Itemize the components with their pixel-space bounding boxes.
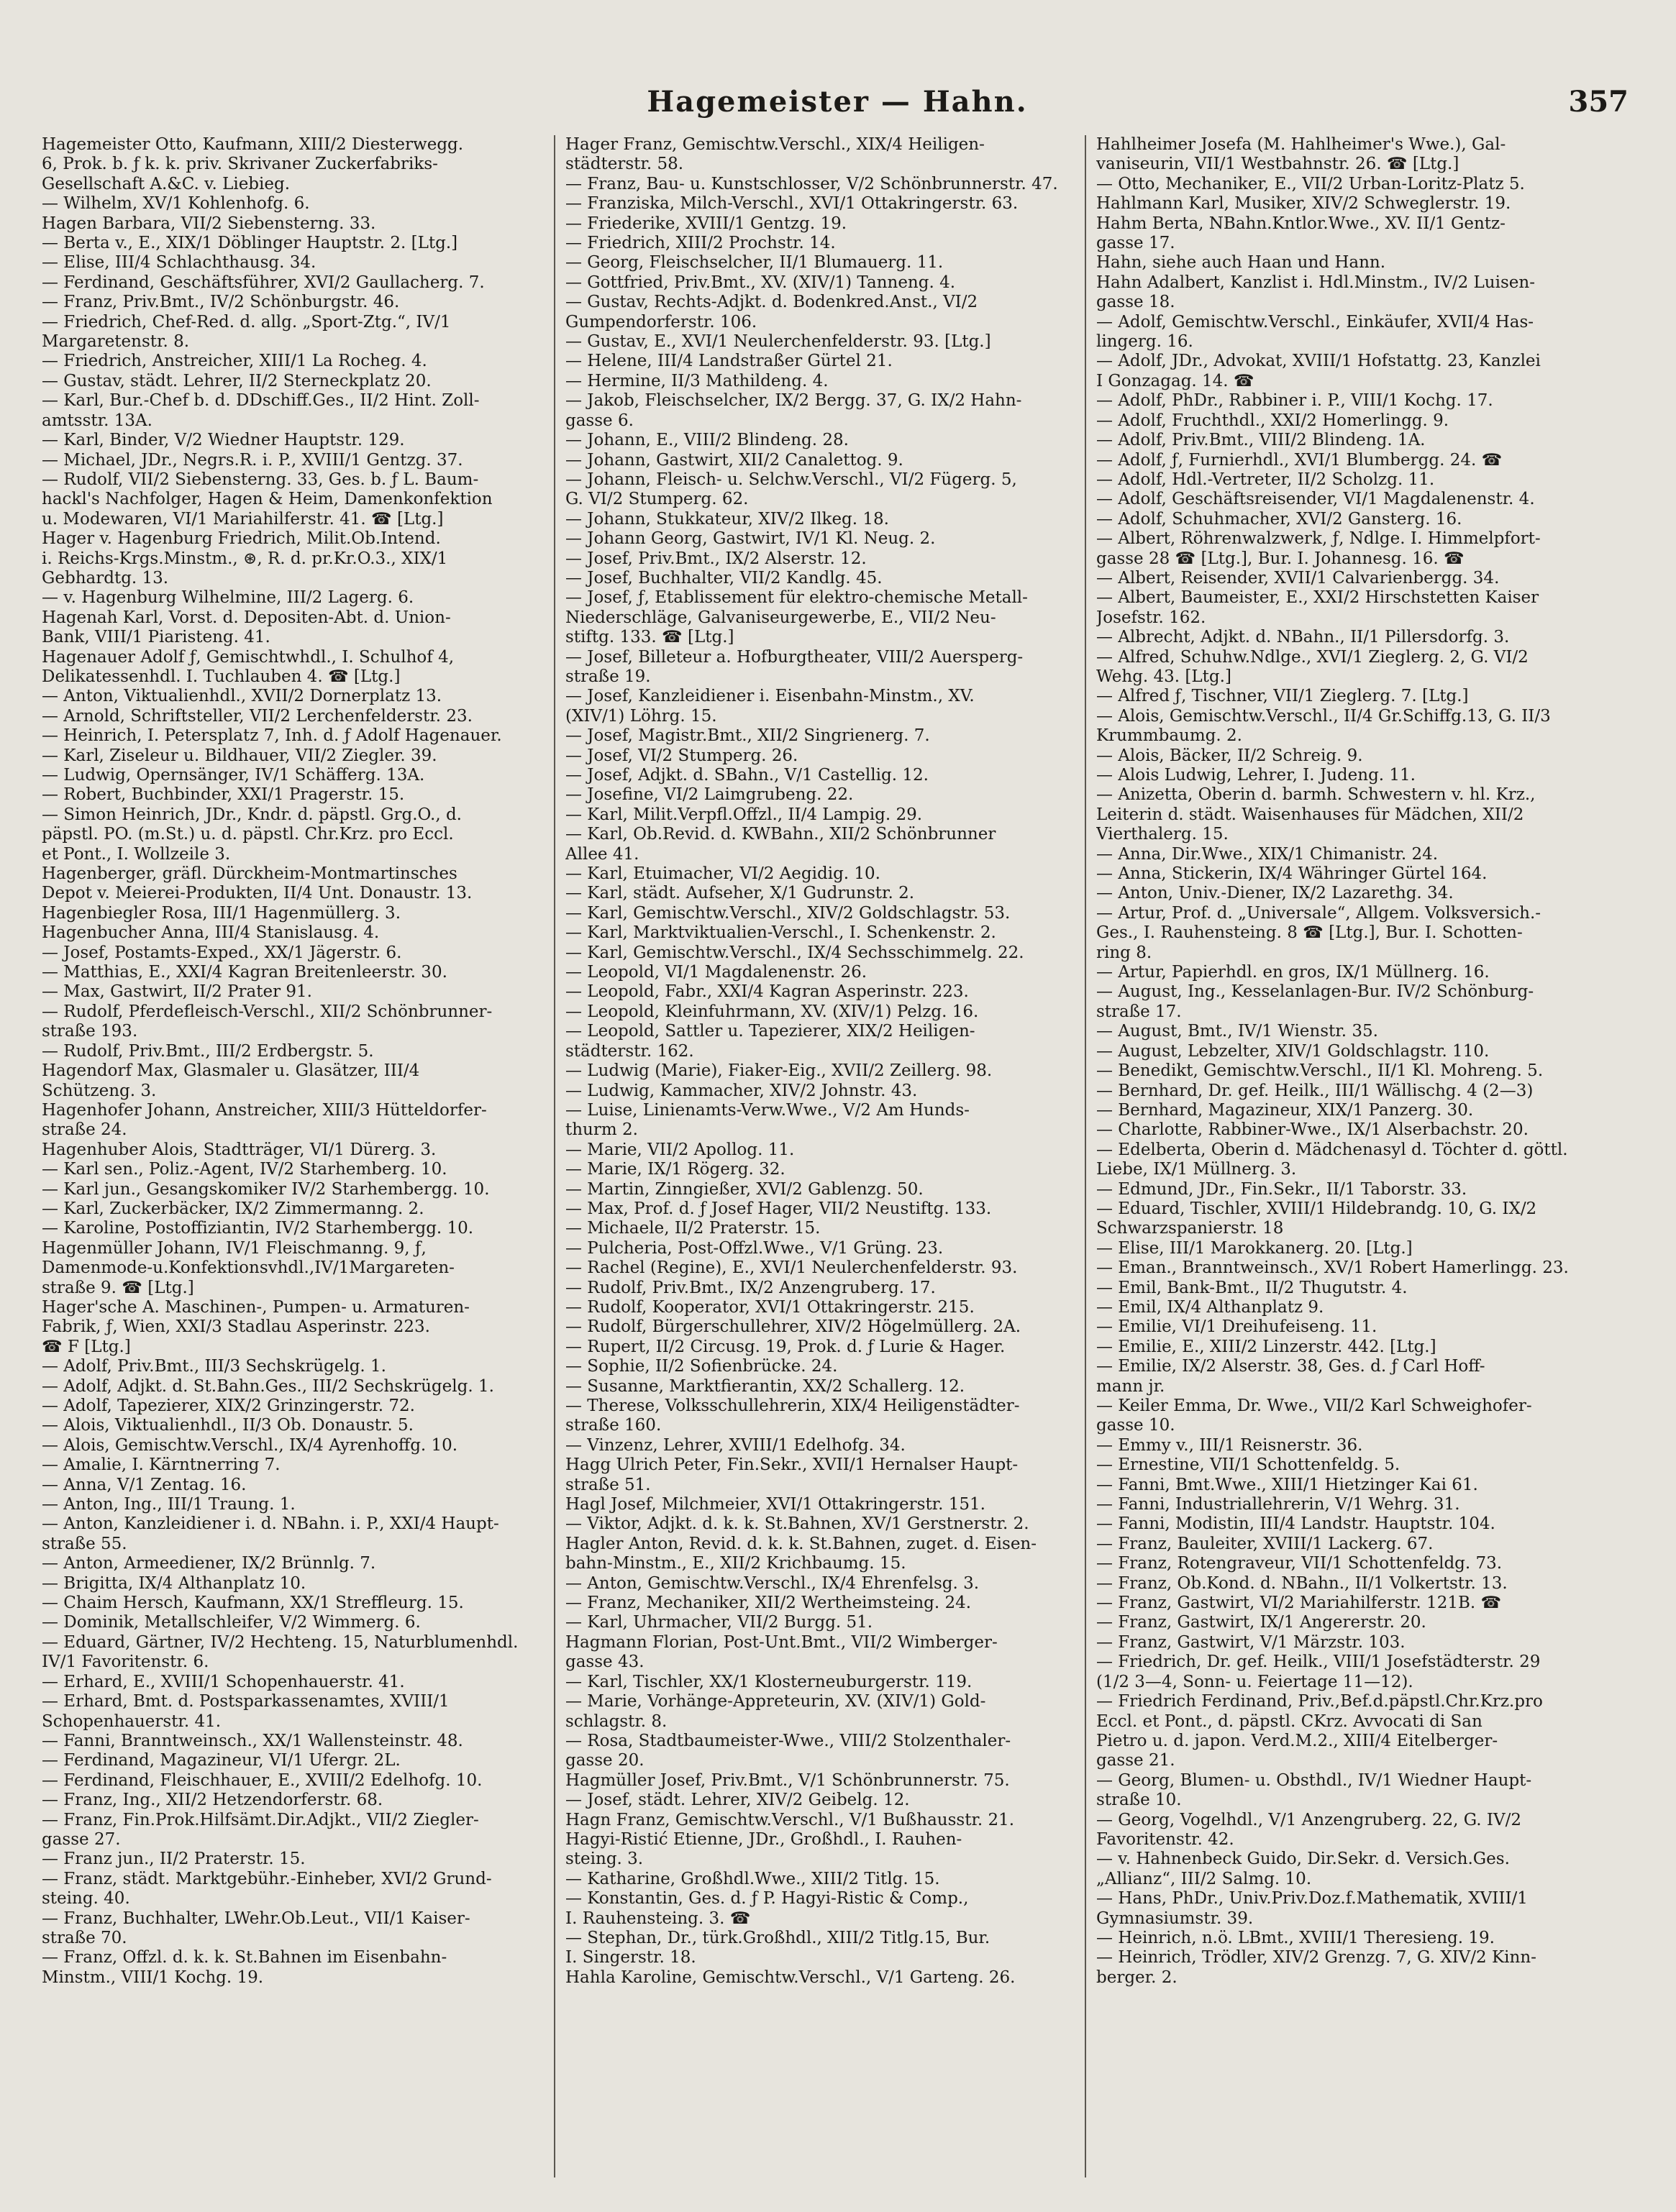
directory-entry: päpstl. PO. (m.St.) u. d. päpstl. Chr.Krz. pro Eccl. [42,825,454,844]
directory-entry: Hagyi-Ristić Etienne, JDr., Großhdl., I. Rauhen- [565,1829,962,1849]
directory-entry: stiftg. 133. ☎ [Ltg.] [565,628,734,647]
directory-entry: — Alfred ƒ, Tischner, VII/1 Zieglerg. 7. [Ltg.] [1096,687,1469,706]
directory-entry: — Artur, Prof. d. „Universale“, Allgem. Volksversich.- [1096,903,1541,923]
directory-entry: — Alois, Viktualienhdl., II/3 Ob. Donaustr. 5. [42,1416,414,1435]
directory-entry: — August, Ing., Kesselanlagen-Bur. IV/2 Schönburg- [1096,982,1534,1002]
column-divider [554,135,555,2177]
directory-entry: — Franz, Fin.Prok.Hilfsämt.Dir.Adjkt., VII/2 Ziegler- [42,1810,479,1829]
directory-entry: — Ferdinand, Geschäftsführer, XVI/2 Gaullacherg. 7. [42,273,485,292]
directory-entry: straße 193. [42,1022,138,1041]
directory-entry: — Wilhelm, XV/1 Kohlenhofg. 6. [42,194,310,214]
directory-entry: — Leopold, Fabr., XXI/4 Kagran Asperinstr. 223. [565,982,969,1002]
directory-entry: steing. 40. [42,1889,130,1909]
directory-entry: — Karl, Etuimacher, VI/2 Aegidig. 10. [565,864,880,884]
directory-entry: — Adolf, PhDr., Rabbiner i. P., VIII/1 Kochg. 17. [1096,391,1493,411]
directory-entry: — Helene, III/4 Landstraßer Gürtel 21. [565,352,893,371]
directory-entry: — Johann, Stukkateur, XIV/2 Ilkeg. 18. [565,509,889,529]
directory-entry: — Fanni, Bmt.Wwe., XIII/1 Hietzinger Kai 61. [1096,1475,1478,1494]
directory-entry: Leiterin d. städt. Waisenhauses für Mädchen, XII/2 [1096,805,1524,824]
directory-page [42,85,1633,2185]
directory-entry: — Eduard, Tischler, XVIII/1 Hildebrandg. 10, G. IX/2 [1096,1199,1537,1218]
directory-entry: — Marie, VII/2 Apollog. 11. [565,1140,795,1159]
directory-entry: — Adolf, Priv.Bmt., III/3 Sechskrügelg. 1. [42,1357,386,1376]
directory-entry: Niederschläge, Galvaniseurgewerbe, E., VII/2 Neu- [565,608,996,627]
directory-entry: Hahn Adalbert, Kanzlist i. Hdl.Minstm., IV/2 Luisen- [1096,273,1535,292]
directory-entry: — Karl, Uhrmacher, VII/2 Burgg. 51. [565,1613,873,1632]
directory-entry: — Viktor, Adjkt. d. k. k. St.Bahnen, XV/1 Gerstnerstr. 2. [565,1514,1029,1534]
directory-entry: — Karl, Bur.-Chef b. d. DDschiff.Ges., II/2 Hint. Zoll- [42,391,480,411]
directory-entry: — Alfred, Schuhw.Ndlge., XVI/1 Zieglerg. 2, G. VI/2 [1096,647,1529,667]
directory-entry: — Franz, städt. Marktgebühr.-Einheber, XVI/2 Grund- [42,1869,492,1888]
directory-entry: — Josefine, VI/2 Laimgrubeng. 22. [565,785,854,805]
directory-entry: — Franz, Buchhalter, LWehr.Ob.Leut., VII/1 Kaiser- [42,1909,470,1928]
directory-entry: ring 8. [1096,943,1152,962]
directory-entry: — Karl, Binder, V/2 Wiedner Hauptstr. 129. [42,431,405,450]
directory-entry: — Franz, Ob.Kond. d. NBahn., II/1 Volkertstr. 13. [1096,1573,1508,1593]
directory-entry: — Albert, Reisender, XVII/1 Calvarienbergg. 34. [1096,568,1500,588]
directory-entry: straße 17. [1096,1002,1182,1021]
directory-entry: — Karl sen., Poliz.-Agent, IV/2 Starhemberg. 10. [42,1160,447,1179]
directory-entry: — Ferdinand, Fleischhauer, E., XVIII/2 Edelhofg. 10. [42,1770,483,1790]
directory-entry: lingerg. 16. [1096,332,1193,352]
directory-entry: — Karl, Gemischtw.Verschl., IX/4 Sechsschimmelg. 22. [565,943,1024,962]
column-right [1096,135,1633,2185]
directory-entry: — Albrecht, Adjkt. d. NBahn., II/1 Pillersdorfg. 3. [1096,628,1510,647]
directory-entry: — Friedrich Ferdinand, Priv.,Bef.d.päpstl.Chr.Krz.pro [1096,1692,1543,1711]
directory-entry: straße 55. [42,1534,127,1553]
directory-entry: Schützeng. 3. [42,1081,157,1100]
directory-entry: bahn-Minstm., E., XII/2 Krichbaumg. 15. [565,1554,906,1573]
directory-entry: Schopenhauerstr. 41. [42,1711,222,1731]
directory-entry: — Erhard, Bmt. d. Postsparkassenamtes, XVIII/1 [42,1692,450,1711]
directory-entry: G. VI/2 Stumperg. 62. [565,490,749,509]
directory-entry: — Adolf, ƒ, Furnierhdl., XVI/1 Blumbergg. 24. ☎ [1096,450,1503,470]
directory-entry: — Alois, Gemischtw.Verschl., II/4 Gr.Schiffg.13, G. II/3 [1096,706,1551,726]
directory-entry: — Robert, Buchbinder, XXI/1 Pragerstr. 15. [42,785,405,805]
directory-entry: straße 19. [565,667,651,686]
directory-entry: — Adolf, Gemischtw.Verschl., Einkäufer, XVII/4 Has- [1096,312,1534,332]
directory-entry: — Amalie, I. Kärntnerring 7. [42,1455,281,1475]
directory-entry: — Karl, Tischler, XX/1 Klosterneuburgerstr. 119. [565,1672,973,1691]
directory-entry: Hagenbucher Anna, III/4 Stanislausg. 4. [42,923,380,943]
directory-entry: — Jakob, Fleischselcher, IX/2 Bergg. 37, G. IX/2 Hahn- [565,391,1022,411]
directory-entry: — Gustav, städt. Lehrer, II/2 Sterneckplatz 20. [42,371,432,390]
directory-entry: — Leopold, Sattler u. Tapezierer, XIX/2 Heiligen- [565,1022,975,1041]
directory-entry: — Rupert, II/2 Circusg. 19, Prok. d. ƒ Lurie & Hager. [565,1337,1006,1356]
directory-entry: gasse 27. [42,1829,121,1849]
directory-entry: — Max, Gastwirt, II/2 Prater 91. [42,982,312,1002]
directory-entry: — Josef, ƒ, Etablissement für elektro-chemische Metall- [565,588,1028,608]
directory-entry: — Josef, städt. Lehrer, XIV/2 Geibelg. 12. [565,1791,910,1810]
directory-entry: — Elise, III/4 Schlachthausg. 34. [42,253,316,273]
directory-entry: — Katharine, Großhdl.Wwe., XIII/2 Titlg. 15. [565,1869,940,1888]
page-header [42,85,1633,128]
directory-entry: Margaretenstr. 8. [42,332,190,352]
column-left [42,135,545,2185]
directory-entry: — Johann, Fleisch- u. Selchw.Verschl., VI/2 Fügerg. 5, [565,470,1017,489]
directory-entry: — Josef, Priv.Bmt., IX/2 Alserstr. 12. [565,549,867,568]
directory-entry: — Franz, Offzl. d. k. k. St.Bahnen im Eisenbahn- [42,1948,447,1968]
directory-entry: — Ernestine, VII/1 Schottenfeldg. 5. [1096,1455,1401,1475]
directory-entry: Hagler Anton, Revid. d. k. k. St.Bahnen, zuget. d. Eisen- [565,1534,1037,1553]
directory-entry: — Marie, IX/1 Rögerg. 32. [565,1160,785,1179]
directory-entry: — Emilie, IX/2 Alserstr. 38, Ges. d. ƒ Carl Hoff- [1096,1357,1485,1376]
directory-entry: — v. Hagenburg Wilhelmine, III/2 Lagerg. 6. [42,588,414,608]
directory-entry: — Adolf, Schuhmacher, XVI/2 Gansterg. 16. [1096,509,1462,529]
directory-entry: Hahlheimer Josefa (M. Hahlheimer's Wwe.), Gal- [1096,135,1506,154]
directory-entry: — Franz, Rotengraveur, VII/1 Schottenfeldg. 73. [1096,1554,1503,1573]
directory-entry: — Anton, Kanzleidiener i. d. NBahn. i. P., XXI/4 Haupt- [42,1514,499,1534]
directory-entry: — Berta v., E., XIX/1 Döblinger Hauptstr. 2. [Ltg.] [42,234,458,253]
directory-entry: — Friedrich, Dr. gef. Heilk., VIII/1 Josefstädterstr. 29 [1096,1653,1541,1672]
directory-entry: — Anna, Stickerin, IX/4 Währinger Gürtel 164. [1096,864,1488,884]
column-middle [565,135,1076,2185]
directory-entry: I. Rauhensteing. 3. ☎ [565,1909,751,1928]
directory-entry: — Karl, Milit.Verpfl.Offzl., II/4 Lampig. 29. [565,805,923,824]
directory-entry: — Josef, Postamts-Exped., XX/1 Jägerstr. 6. [42,943,402,962]
directory-entry: — Emilie, E., XIII/2 Linzerstr. 442. [Ltg.] [1096,1337,1436,1356]
directory-entry: gasse 17. [1096,234,1175,253]
directory-entry: — Franz jun., II/2 Praterstr. 15. [42,1850,306,1869]
directory-entry: — Eduard, Gärtner, IV/2 Hechteng. 15, Naturblumenhdl. [42,1632,519,1652]
directory-entry: Hahn, siehe auch Haan und Hann. [1096,253,1386,273]
directory-entry: — Rosa, Stadtbaumeister-Wwe., VIII/2 Stolzenthaler- [565,1731,1011,1750]
directory-entry: — Georg, Vogelhdl., V/1 Anzengruberg. 22, G. IV/2 [1096,1810,1521,1829]
directory-entry: thurm 2. [565,1120,638,1140]
directory-entry: Hagenmüller Johann, IV/1 Fleischmanng. 9, ƒ, [42,1238,427,1258]
directory-entry: — Rudolf, Pferdefleisch-Verschl., XII/2 Schönbrunner- [42,1002,493,1021]
directory-entry: (1/2 3—4, Sonn- u. Feiertage 11—12). [1096,1672,1413,1691]
directory-entry: — Anton, Gemischtw.Verschl., IX/4 Ehrenfelsg. 3. [565,1573,980,1593]
directory-entry: — Karl jun., Gesangskomiker IV/2 Starhembergg. 10. [42,1179,490,1199]
directory-entry: — Eman., Branntweinsch., XV/1 Robert Hamerlingg. 23. [1096,1258,1569,1278]
directory-entry: — Friedrich, Chef-Red. d. allg. „Sport-Ztg.“, IV/1 [42,312,451,332]
directory-entry: — Chaim Hersch, Kaufmann, XX/1 Streffleurg. 15. [42,1594,464,1613]
directory-entry: Ges., I. Rauhensteing. 8 ☎ [Ltg.], Bur. I. Schotten- [1096,923,1523,943]
directory-entry: — Karl, städt. Aufseher, X/1 Gudrunstr. 2. [565,884,915,903]
directory-entry: — Arnold, Schriftsteller, VII/2 Lerchenfelderstr. 23. [42,706,473,726]
directory-entry: Hagen Barbara, VII/2 Siebensterng. 33. [42,214,376,233]
directory-entry: — Elise, III/1 Marokkanerg. 20. [Ltg.] [1096,1238,1413,1258]
directory-entry: — Sophie, II/2 Sofienbrücke. 24. [565,1357,838,1376]
directory-entry: — Gustav, E., XVI/1 Neulerchenfelderstr. 93. [Ltg.] [565,332,991,352]
directory-entry: — Brigitta, IX/4 Althanplatz 10. [42,1573,306,1593]
directory-entry: — Karl, Gemischtw.Verschl., XIV/2 Goldschlagstr. 53. [565,903,1011,923]
directory-entry: — Rachel (Regine), E., XVI/1 Neulerchenfelderstr. 93. [565,1258,1018,1278]
directory-entry: Hagn Franz, Gemischtw.Verschl., V/1 Bußhausstr. 21. [565,1810,1015,1829]
directory-entry: ☎ F [Ltg.] [42,1337,131,1356]
directory-entry: — Bernhard, Dr. gef. Heilk., III/1 Wällischg. 4 (2—3) [1096,1081,1534,1100]
directory-entry: — Karl, Zuckerbäcker, IX/2 Zimmermanng. 2. [42,1199,424,1218]
directory-entry: u. Modewaren, VI/1 Mariahilferstr. 41. ☎ [Ltg.] [42,509,444,529]
directory-entry: — Vinzenz, Lehrer, XVIII/1 Edelhofg. 34. [565,1435,906,1455]
directory-entry: städterstr. 58. [565,155,684,174]
directory-entry: — Emmy v., III/1 Reisnerstr. 36. [1096,1435,1363,1455]
directory-entry: Hagenhofer Johann, Anstreicher, XIII/3 Hütteldorfer- [42,1100,487,1120]
directory-entry: Wehg. 43. [Ltg.] [1096,667,1231,686]
directory-entry: — Anna, V/1 Zentag. 16. [42,1475,247,1494]
directory-entry: — Franz, Bau- u. Kunstschlosser, V/2 Schönbrunnerstr. 47. [565,174,1058,193]
directory-entry: — Erhard, E., XVIII/1 Schopenhauerstr. 41. [42,1672,405,1691]
directory-entry: — Otto, Mechaniker, E., VII/2 Urban-Loritz-Platz 5. [1096,174,1525,193]
directory-entry: — Friederike, XVIII/1 Gentzg. 19. [565,214,847,233]
directory-entry: mann jr. [1096,1376,1165,1396]
directory-entry: — Emil, IX/4 Althanplatz 9. [1096,1297,1324,1317]
directory-entry: — Johann, Gastwirt, XII/2 Canalettog. 9. [565,450,903,470]
directory-entry: — Adolf, Priv.Bmt., VIII/2 Blindeng. 1A. [1096,431,1426,450]
directory-entry: — Rudolf, Kooperator, XVI/1 Ottakringerstr. 215. [565,1297,975,1317]
directory-entry: gasse 28 ☎ [Ltg.], Bur. I. Johannesg. 16. ☎ [1096,549,1465,568]
directory-entry: gasse 20. [565,1751,645,1770]
directory-entry: i. Reichs-Krgs.Minstm., ⊛, R. d. pr.Kr.O.3., XIX/1 [42,549,448,568]
directory-entry: Hagenbiegler Rosa, III/1 Hagenmüllerg. 3. [42,903,401,923]
directory-entry: gasse 10. [1096,1416,1175,1435]
directory-entry: — Josef, Buchhalter, VII/2 Kandlg. 45. [565,568,883,588]
directory-entry: hackl's Nachfolger, Hagen & Heim, Damenkonfektion [42,490,493,509]
directory-entry: Hagendorf Max, Glasmaler u. Glasätzer, III/4 [42,1061,420,1081]
directory-entry: — Pulcheria, Post-Offzl.Wwe., V/1 Grüng. 23. [565,1238,944,1258]
directory-entry: gasse 21. [1096,1751,1175,1770]
directory-entry: Hager'sche A. Maschinen-, Pumpen- u. Armaturen- [42,1297,470,1317]
directory-entry: — Edelberta, Oberin d. Mädchenasyl d. Töchter d. göttl. [1096,1140,1568,1159]
directory-entry: straße 70. [42,1928,127,1947]
directory-entry: — Karl, Ob.Revid. d. KWBahn., XII/2 Schönbrunner [565,825,996,844]
directory-entry: Hagenauer Adolf ƒ, Gemischtwhdl., I. Schulhof 4, [42,647,455,667]
directory-entry: — Alois, Bäcker, II/2 Schreig. 9. [1096,746,1363,765]
directory-entry: Hager Franz, Gemischtw.Verschl., XIX/4 Heiligen- [565,135,985,154]
directory-entry: — Josef, Billeteur a. Hofburgtheater, VIII/2 Auersperg- [565,647,1024,667]
directory-entry: gasse 18. [1096,293,1175,312]
directory-entry: — Anton, Ing., III/1 Traung. 1. [42,1495,296,1514]
directory-entry: — Franz, Bauleiter, XVIII/1 Lackerg. 67. [1096,1534,1434,1553]
directory-entry: 6, Prok. b. ƒ k. k. priv. Skrivaner Zuckerfabriks- [42,155,438,174]
directory-entry: — Rudolf, VII/2 Siebensterng. 33, Ges. b. ƒ L. Baum- [42,470,479,489]
directory-entry: — Friedrich, Anstreicher, XIII/1 La Rocheg. 4. [42,352,427,371]
directory-entry: Gumpendorferstr. 106. [565,312,757,332]
directory-entry: — Rudolf, Bürgerschullehrer, XIV/2 Högelmüllerg. 2A. [565,1317,1021,1337]
directory-entry: — Franz, Gastwirt, VI/2 Mariahilferstr. 121B. ☎ [1096,1594,1502,1613]
directory-entry: — Adolf, Hdl.-Vertreter, II/2 Scholzg. 11. [1096,470,1435,489]
directory-entry: — Michaele, II/2 Praterstr. 15. [565,1219,821,1238]
column-divider [1085,135,1086,2177]
directory-entry: Hagenberger, gräfl. Dürckheim-Montmartinsches [42,864,457,884]
directory-entry: — Josef, VI/2 Stumperg. 26. [565,746,798,765]
directory-entry: — Charlotte, Rabbiner-Wwe., IX/1 Alserbachstr. 20. [1096,1120,1529,1140]
directory-entry: Hagenhuber Alois, Stadtträger, VI/1 Dürerg. 3. [42,1140,437,1159]
directory-entry: Hagl Josef, Milchmeier, XVI/1 Ottakringerstr. 151. [565,1495,985,1514]
directory-entry: (XIV/1) Löhrg. 15. [565,706,717,726]
directory-entry: — Josef, Magistr.Bmt., XII/2 Singrienerg. 7. [565,726,930,746]
directory-entry: steing. 3. [565,1850,644,1869]
directory-entry: Allee 41. [565,844,639,864]
directory-entry: — Heinrich, I. Petersplatz 7, Inh. d. ƒ Adolf Hagenauer. [42,726,502,746]
directory-entry: — Josef, Adjkt. d. SBahn., V/1 Castellig. 12. [565,766,929,785]
directory-entry: — Adolf, Fruchthdl., XXI/2 Homerlingg. 9. [1096,411,1449,430]
directory-entry: — Ludwig, Opernsänger, IV/1 Schäfferg. 13A. [42,766,425,785]
directory-entry: — Heinrich, Trödler, XIV/2 Grenzg. 7, G. XIV/2 Kinn- [1096,1948,1536,1968]
directory-entry: — Johann, E., VIII/2 Blindeng. 28. [565,431,849,450]
directory-entry: — Alois Ludwig, Lehrer, I. Judeng. 11. [1096,766,1416,785]
directory-entry: schlagstr. 8. [565,1711,668,1731]
directory-entry: straße 51. [565,1475,651,1494]
directory-entry: — Emilie, VI/1 Dreihufeiseng. 11. [1096,1317,1377,1337]
directory-entry: Eccl. et Pont., d. päpstl. CKrz. Avvocati di San [1096,1711,1483,1731]
directory-entry: gasse 43. [565,1653,645,1672]
directory-entry: Hahm Berta, NBahn.Kntlor.Wwe., XV. II/1 Gentz- [1096,214,1506,233]
directory-entry: — August, Lebzelter, XIV/1 Goldschlagstr. 110. [1096,1041,1490,1061]
directory-entry: Favoritenstr. 42. [1096,1829,1234,1849]
directory-entry: städterstr. 162. [565,1041,694,1061]
directory-entry: — Konstantin, Ges. d. ƒ P. Hagyi-Ristic & Comp., [565,1889,969,1909]
directory-entry: — Anton, Viktualienhdl., XVII/2 Dornerplatz 13. [42,687,442,706]
directory-entry: — Fanni, Industriallehrerin, V/1 Wehrg. 31. [1096,1495,1460,1514]
directory-entry: Delikatessenhdl. I. Tuchlauben 4. ☎ [Ltg.] [42,667,401,686]
directory-entry: — Stephan, Dr., türk.Großhdl., XIII/2 Titlg.15, Bur. [565,1928,990,1947]
directory-entry: — Karl, Marktviktualien-Verschl., I. Schenkenstr. 2. [565,923,996,943]
directory-entry: Hagenah Karl, Vorst. d. Depositen-Abt. d. Union- [42,608,451,627]
directory-entry: — Franz, Gastwirt, IX/1 Angererstr. 20. [1096,1613,1426,1632]
directory-entry: — Marie, Vorhänge-Appreteurin, XV. (XIV/1) Gold- [565,1692,986,1711]
directory-entry: — Therese, Volksschullehrerin, XIX/4 Heiligenstädter- [565,1397,1020,1415]
directory-entry: Hahla Karoline, Gemischtw.Verschl., V/1 Garteng. 26. [565,1968,1016,1987]
directory-entry: — Ferdinand, Magazineur, VI/1 Ufergr. 2L. [42,1751,401,1770]
directory-entry: — Anton, Armeediener, IX/2 Brünnlg. 7. [42,1554,376,1573]
directory-entry: — Alois, Gemischtw.Verschl., IX/4 Ayrenhoffg. 10. [42,1435,458,1455]
directory-entry: — Karl, Ziseleur u. Bildhauer, VII/2 Ziegler. 39. [42,746,437,765]
directory-entry: Minstm., VIII/1 Kochg. 19. [42,1968,264,1987]
directory-entry: — Gottfried, Priv.Bmt., XV. (XIV/1) Tanneng. 4. [565,273,956,292]
directory-entry: berger. 2. [1096,1968,1178,1987]
directory-entry: — Bernhard, Magazineur, XIX/1 Panzerg. 30. [1096,1100,1474,1120]
directory-entry: Fabrik, ƒ, Wien, XXI/3 Stadlau Asperinstr. 223. [42,1317,430,1337]
directory-entry: — Hermine, II/3 Mathildeng. 4. [565,371,829,390]
directory-entry: — Rudolf, Priv.Bmt., IX/2 Anzengruberg. 17. [565,1278,936,1297]
directory-entry: — Leopold, Kleinfuhrmann, XV. (XIV/1) Pelzg. 16. [565,1002,979,1021]
directory-entry: — Artur, Papierhdl. en gros, IX/1 Müllnerg. 16. [1096,963,1490,982]
directory-entry: straße 10. [1096,1791,1182,1810]
directory-entry: — Franziska, Milch-Verschl., XVI/1 Ottakringerstr. 63. [565,194,1019,214]
directory-entry: Hahlmann Karl, Musiker, XIV/2 Schweglerstr. 19. [1096,194,1511,214]
directory-entry: — Fanni, Modistin, III/4 Landstr. Hauptstr. 104. [1096,1514,1495,1534]
directory-entry: — Friedrich, XIII/2 Prochstr. 14. [565,234,836,253]
directory-entry: amtsstr. 13A. [42,411,152,430]
directory-entry: Gesellschaft A.&C. v. Liebieg. [42,174,291,193]
directory-entry: — Anizetta, Oberin d. barmh. Schwestern v. hl. Krz., [1096,785,1536,805]
directory-entry: — Martin, Zinngießer, XVI/2 Gablenzg. 50. [565,1179,924,1199]
directory-entry: — Ludwig, Kammacher, XIV/2 Johnstr. 43. [565,1081,918,1100]
directory-entry: — Hans, PhDr., Univ.Priv.Doz.f.Mathematik, XVIII/1 [1096,1889,1528,1909]
directory-entry: — Karoline, Postoffiziantin, IV/2 Starhembergg. 10. [42,1219,474,1238]
directory-entry: — Albert, Baumeister, E., XXI/2 Hirschstetten Kaiser [1096,588,1539,608]
running-head: Hagemeister — Hahn. [647,85,1028,119]
directory-entry: — Heinrich, n.ö. LBmt., XVIII/1 Theresieng. 19. [1096,1928,1495,1947]
directory-entry: Hager v. Hagenburg Friedrich, Milit.Ob.Intend. [42,529,441,549]
directory-entry: — Leopold, VI/1 Magdalenenstr. 26. [565,963,867,982]
directory-entry: — Franz, Priv.Bmt., IV/2 Schönburgstr. 46. [42,293,400,312]
directory-entry: — Josef, Kanzleidiener i. Eisenbahn-Minstm., XV. [565,687,975,706]
directory-entry: — Edmund, JDr., Fin.Sekr., II/1 Taborstr. 33. [1096,1179,1467,1199]
directory-entry: Pietro u. d. japon. Verd.M.2., XIII/4 Eitelberger- [1096,1731,1498,1750]
directory-entry: — Anton, Univ.-Diener, IX/2 Lazarethg. 34. [1096,884,1454,903]
directory-entry: — Rudolf, Priv.Bmt., III/2 Erdbergstr. 5. [42,1041,374,1061]
directory-entry: vaniseurin, VII/1 Westbahnstr. 26. ☎ [Ltg.] [1096,155,1459,174]
directory-entry: — Adolf, Tapezierer, XIX/2 Grinzingerstr. 72. [42,1397,415,1415]
directory-entry: IV/1 Favoritenstr. 6. [42,1653,209,1672]
directory-entry: — Georg, Blumen- u. Obsthdl., IV/1 Wiedner Haupt- [1096,1770,1532,1790]
directory-entry: straße 24. [42,1120,127,1140]
directory-entry: — Adolf, Geschäftsreisender, VI/1 Magdalenenstr. 4. [1096,490,1535,509]
directory-entry: — Susanne, Marktfierantin, XX/2 Schallerg. 12. [565,1376,965,1396]
directory-entry: — Emil, Bank-Bmt., II/2 Thugutstr. 4. [1096,1278,1408,1297]
directory-entry: — Simon Heinrich, JDr., Kndr. d. päpstl. Grg.O., d. [42,805,462,824]
directory-entry: — Adolf, JDr., Advokat, XVIII/1 Hofstattg. 23, Kanzlei [1096,352,1541,371]
directory-entry: — Keiler Emma, Dr. Wwe., VII/2 Karl Schweighofer- [1096,1397,1532,1415]
directory-entry: — Michael, JDr., Negrs.R. i. P., XVIII/1 Gentzg. 37. [42,450,463,470]
directory-entry: Bank, VIII/1 Piaristeng. 41. [42,628,270,647]
directory-entry: — Benedikt, Gemischtw.Verschl., II/1 Kl. Mohreng. 5. [1096,1061,1544,1081]
directory-entry: — Georg, Fleischselcher, II/1 Blumauerg. 11. [565,253,944,273]
directory-entry: — Luise, Linienamts-Verw.Wwe., V/2 Am Hunds- [565,1100,970,1120]
directory-entry: et Pont., I. Wollzeile 3. [42,844,231,864]
directory-entry: straße 160. [565,1416,662,1435]
directory-entry: Depot v. Meierei-Produkten, II/4 Unt. Donaustr. 13. [42,884,473,903]
directory-entry: — Johann Georg, Gastwirt, IV/1 Kl. Neug. 2. [565,529,936,549]
directory-entry: — Albert, Röhrenwalzwerk, ƒ, Ndlge. I. Himmelpfort- [1096,529,1541,549]
directory-entry: Liebe, IX/1 Müllnerg. 3. [1096,1160,1297,1179]
directory-entry: — Matthias, E., XXI/4 Kagran Breitenleerstr. 30. [42,963,447,982]
directory-entry: Gymnasiumstr. 39. [1096,1909,1254,1928]
directory-entry: Vierthalerg. 15. [1096,825,1229,844]
directory-entry: — Anna, Dir.Wwe., XIX/1 Chimanistr. 24. [1096,844,1439,864]
directory-entry: straße 9. ☎ [Ltg.] [42,1278,194,1297]
directory-entry: — Franz, Ing., XII/2 Hetzendorferstr. 68. [42,1791,383,1810]
directory-entry: — Fanni, Branntweinsch., XX/1 Wallensteinstr. 48. [42,1731,463,1750]
directory-entry: — Gustav, Rechts-Adjkt. d. Bodenkred.Anst., VI/2 [565,293,978,312]
directory-entry: — Adolf, Adjkt. d. St.Bahn.Ges., III/2 Sechskrügelg. 1. [42,1376,494,1396]
directory-entry: „Allianz“, III/2 Salmg. 10. [1096,1869,1312,1888]
directory-entry: I. Singerstr. 18. [565,1948,696,1968]
directory-entry: Hagg Ulrich Peter, Fin.Sekr., XVII/1 Hernalser Haupt- [565,1455,1019,1475]
directory-entry: Damenmode-u.Konfektionsvhdl.,IV/1Margareten- [42,1258,455,1278]
directory-entry: Hagmüller Josef, Priv.Bmt., V/1 Schönbrunnerstr. 75. [565,1770,1010,1790]
directory-entry: Krummbaumg. 2. [1096,726,1242,746]
page-number: 357 [1568,85,1629,119]
directory-entry: — Dominik, Metallschleifer, V/2 Wimmerg. 6. [42,1613,421,1632]
directory-entry: — v. Hahnenbeck Guido, Dir.Sekr. d. Versich.Ges. [1096,1850,1510,1869]
directory-entry: — August, Bmt., IV/1 Wienstr. 35. [1096,1022,1378,1041]
directory-entry: Gebhardtg. 13. [42,568,169,588]
directory-entry: Hagemeister Otto, Kaufmann, XIII/2 Diesterwegg. [42,135,464,154]
directory-entry: gasse 6. [565,411,634,430]
directory-entry: Josefstr. 162. [1096,608,1206,627]
directory-entry: Hagmann Florian, Post-Unt.Bmt., VII/2 Wimberger- [565,1632,998,1652]
directory-entry: — Ludwig (Marie), Fiaker-Eig., XVII/2 Zeillerg. 98. [565,1061,993,1081]
directory-entry: — Max, Prof. d. ƒ Josef Hager, VII/2 Neustiftg. 133. [565,1199,992,1218]
directory-entry: — Franz, Mechaniker, XII/2 Wertheimsteing. 24. [565,1594,972,1613]
directory-entry: Schwarzspanierstr. 18 [1096,1219,1284,1238]
directory-entry: — Franz, Gastwirt, V/1 Märzstr. 103. [1096,1632,1406,1652]
directory-entry: I Gonzagag. 14. ☎ [1096,371,1254,390]
